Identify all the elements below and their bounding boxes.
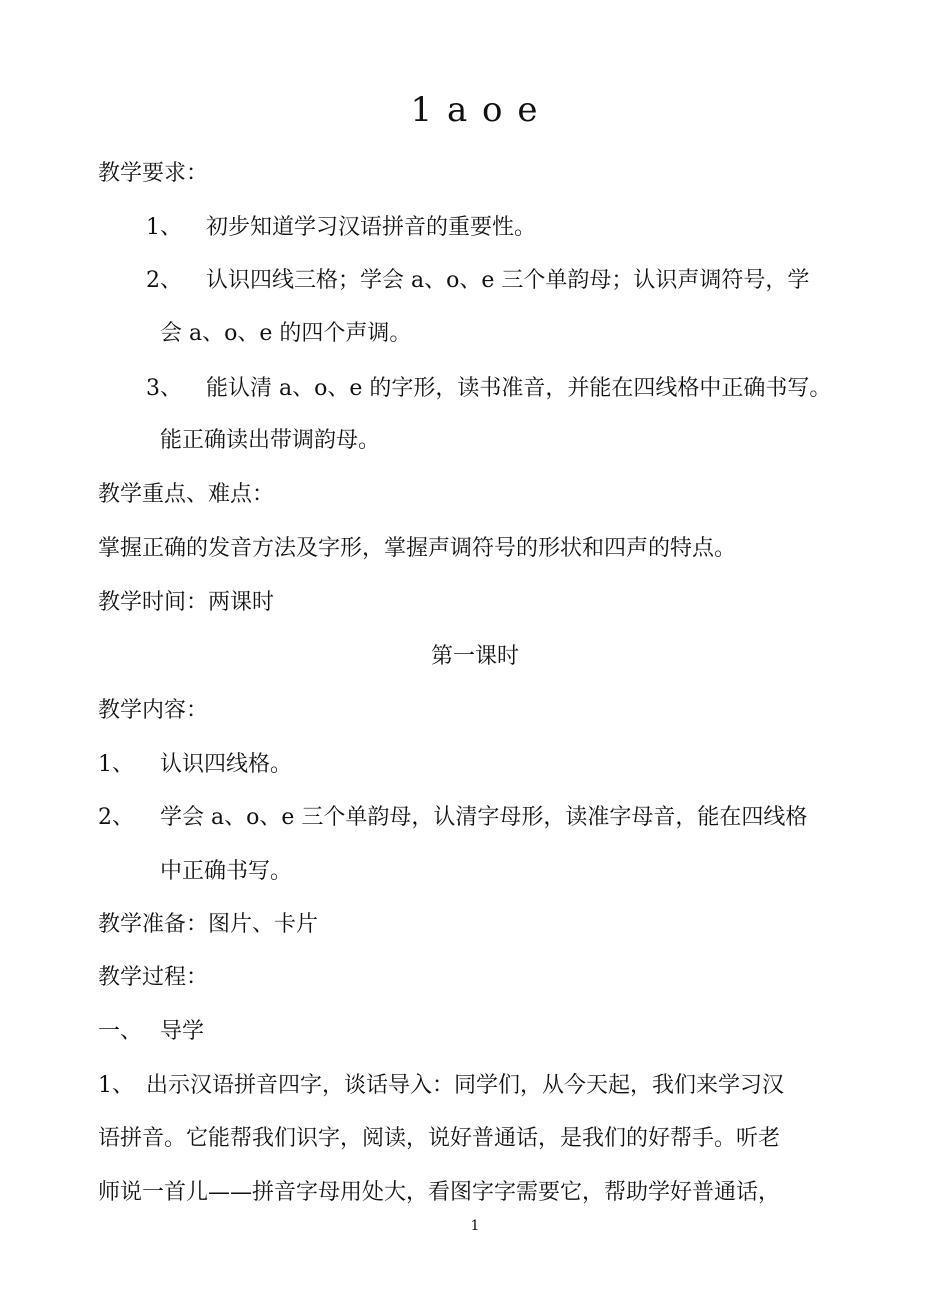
paragraph-1-line2: 语拼音。它能帮我们识字，阅读，说好普通话，是我们的好帮手。听老 — [98, 1126, 781, 1151]
requirement-2-number: 2、 — [146, 268, 182, 293]
requirement-3-text-line1: 能认清 a、o、e 的字形，读书准音，并能在四线格中正确书写。 — [206, 376, 832, 401]
requirement-1-number: 1、 — [146, 215, 182, 240]
page-number: 1 — [470, 1218, 480, 1234]
teaching-time: 教学时间：两课时 — [98, 590, 275, 615]
paragraph-1-line3: 师说一首儿——拼音字母用处大，看图字字需要它，帮助学好普通话， — [98, 1180, 781, 1205]
step-one-number: 一、 — [98, 1019, 143, 1044]
requirement-2-text-line1: 认识四线三格；学会 a、o、e 三个单韵母；认识声调符号，学 — [206, 268, 810, 293]
content-heading: 教学内容： — [98, 698, 209, 723]
requirement-3-number: 3、 — [146, 376, 182, 401]
requirement-2-text-line2: 会 a、o、e 的四个声调。 — [160, 321, 412, 346]
paragraph-1-line1: 出示汉语拼音四字，谈话导入：同学们，从今天起，我们来学习汉 — [146, 1073, 785, 1098]
paragraph-1-number: 1、 — [98, 1073, 134, 1098]
content-1-text: 认识四线格。 — [160, 752, 293, 777]
key-points-heading: 教学重点、难点： — [98, 482, 275, 507]
content-1-number: 1、 — [98, 752, 134, 777]
content-2-text-line1: 学会 a、o、e 三个单韵母，认清字母形，读准字母音，能在四线格 — [160, 805, 808, 830]
section-title: 第一课时 — [430, 644, 519, 669]
preparation: 教学准备：图片、卡片 — [98, 912, 319, 937]
requirement-1-text: 初步知道学习汉语拼音的重要性。 — [206, 215, 537, 240]
requirement-3-text-line2: 能正确读出带调韵母。 — [160, 428, 381, 453]
process-heading: 教学过程： — [98, 965, 209, 990]
key-points-text: 掌握正确的发音方法及字形，掌握声调符号的形状和四声的特点。 — [98, 536, 737, 561]
lesson-title: 1 a o e — [410, 90, 540, 130]
content-2-number: 2、 — [98, 805, 134, 830]
content-2-text-line2: 中正确书写。 — [160, 859, 293, 884]
step-one-label: 导学 — [160, 1019, 205, 1044]
requirements-heading: 教学要求： — [98, 161, 209, 186]
